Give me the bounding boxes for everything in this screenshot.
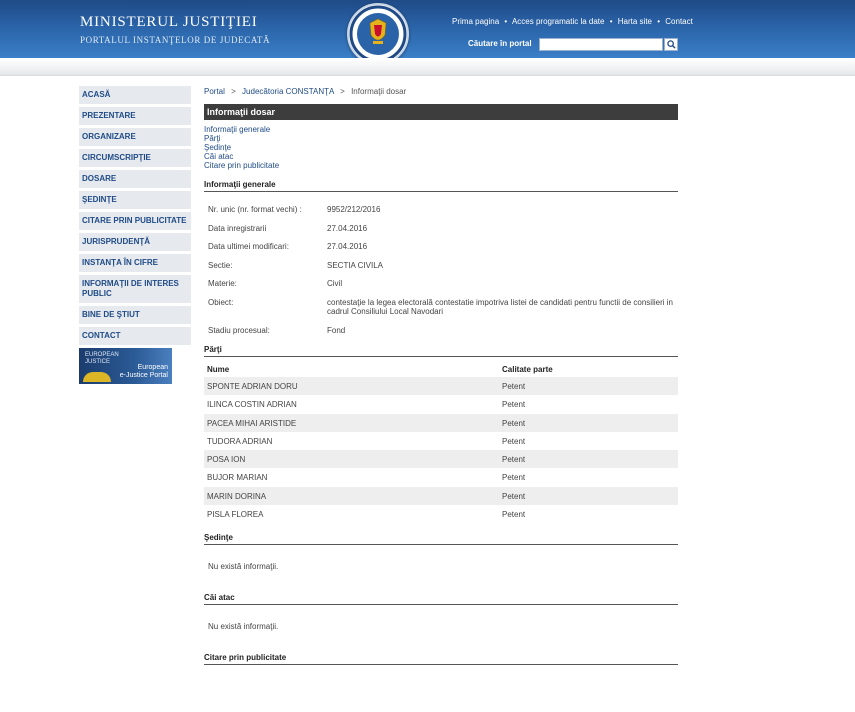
link-home[interactable]: Prima pagina (452, 17, 500, 26)
party-name: BUJOR MARIAN (207, 473, 268, 483)
ejustice-logo: EUROPEAN JUSTICE (85, 352, 119, 365)
breadcrumb-separator: > (340, 87, 345, 96)
info-value: 27.04.2016 (327, 242, 368, 251)
table-row (204, 487, 678, 505)
party-name: SPONTE ADRIAN DORU (207, 382, 298, 391)
appeals-empty-text: Nu există informaţii. (208, 622, 279, 632)
info-row (204, 201, 678, 220)
info-label: Data ultimei modificari: (208, 242, 289, 251)
magnifier-icon (667, 40, 676, 49)
link-api[interactable]: Acces programatic la date (511, 17, 605, 26)
info-row (204, 220, 678, 239)
info-value: Civil (327, 279, 343, 288)
header-subbar (0, 58, 855, 76)
info-label: Nr. unic (nr. format vechi) : (208, 205, 302, 214)
party-role: Petent (502, 510, 526, 520)
party-name: PACEA MIHAI ARISTIDE (207, 418, 297, 428)
sessions-empty-text: Nu există informaţii. (208, 562, 279, 572)
info-label: Materie: (208, 279, 237, 288)
romania-coat-of-arms-icon[interactable] (347, 3, 409, 65)
table-row (204, 450, 678, 468)
section-sessions-heading: Şedinţe (204, 532, 678, 545)
party-role: Petent (502, 436, 526, 446)
column-header-name: Nume (207, 365, 230, 374)
info-label: Data inregistrarii (208, 223, 267, 233)
info-value: 27.04.2016 (327, 223, 368, 233)
site-title[interactable]: MINISTERUL JUSTIŢIEI (80, 14, 258, 30)
link-sitemap[interactable]: Harta site (617, 17, 652, 26)
section-anchors (204, 125, 678, 170)
section-appeals-heading: Căi atac (204, 592, 678, 605)
sidebar-item-home[interactable]: ACASĂ (79, 86, 191, 104)
info-value: contestaţie la legea electorală contestatie impotriva listei de candidati pentru functii de consilieri in cadrul Consiliului Local Navodari (327, 297, 673, 316)
party-role: Petent (502, 400, 526, 410)
sidebar-item-public-info[interactable]: INFORMAŢII DE INTERES PUBLIC (79, 275, 191, 303)
info-row (204, 294, 678, 322)
ejustice-arc-icon (83, 372, 111, 382)
anchor-appeals[interactable]: Căi atac (204, 152, 234, 161)
search-button[interactable] (664, 38, 678, 51)
party-role: Petent (502, 491, 526, 501)
table-row (204, 432, 678, 450)
ejustice-banner[interactable] (79, 348, 172, 384)
section-citation-heading: Citare prin publicitate (204, 652, 678, 665)
party-name: MARIN DORINA (207, 491, 267, 501)
info-label: Stadiu procesual: (208, 325, 270, 335)
link-contact[interactable]: Contact (665, 17, 693, 26)
breadcrumb-court[interactable]: Judecătoria CONSTANŢA (242, 87, 334, 96)
column-header-role: Calitate parte (502, 365, 553, 374)
top-links: Prima pagina • Acces programatic la date • Harta site • Contact (452, 17, 693, 26)
ejustice-text: European e-Justice Portal (119, 364, 168, 379)
search-label: Căutare în portal (468, 39, 532, 48)
page-title: Informaţii dosar (204, 104, 678, 120)
breadcrumb-separator: > (231, 87, 236, 96)
party-name: POSA ION (207, 455, 246, 465)
sidebar-item-presentation[interactable]: PREZENTARE (79, 107, 191, 125)
table-row (204, 505, 678, 523)
breadcrumb (204, 86, 678, 100)
anchor-citation[interactable]: Citare prin publicitate (204, 161, 280, 170)
table-row (204, 377, 678, 395)
sidebar-item-contact[interactable]: CONTACT (79, 327, 191, 345)
site-subtitle: PORTALUL INSTANŢELOR DE JUDECATĂ (80, 35, 271, 45)
search-input[interactable] (539, 38, 663, 51)
breadcrumb-current: Informaţii dosar (351, 87, 407, 96)
breadcrumb-portal[interactable]: Portal (204, 87, 225, 96)
info-row (204, 257, 678, 276)
sidebar-nav (79, 86, 191, 384)
party-name: ILINCA COSTIN ADRIAN (207, 400, 297, 410)
sidebar-item-jurisprudence[interactable]: JURISPRUDENŢĂ (79, 233, 191, 251)
anchor-parties[interactable]: Părţi (204, 134, 221, 143)
party-role: Petent (502, 473, 526, 483)
sidebar-item-court-figures[interactable]: INSTANŢA ÎN CIFRE (79, 254, 191, 272)
info-label: Sectie: (208, 260, 233, 270)
party-role: Petent (502, 455, 526, 465)
sidebar-item-public-citation[interactable]: CITARE PRIN PUBLICITATE (79, 212, 191, 230)
info-value: 9952/212/2016 (327, 205, 381, 214)
main-content (204, 86, 678, 665)
section-general-heading: Informaţii generale (204, 179, 678, 192)
section-parties-heading: Părţi (204, 344, 678, 357)
party-name: TUDORA ADRIAN (207, 436, 273, 446)
table-row (204, 414, 678, 432)
sidebar-item-jurisdiction[interactable]: CIRCUMSCRIPŢIE (79, 149, 191, 167)
table-row (204, 395, 678, 413)
info-value: SECTIA CIVILA (327, 260, 384, 270)
info-row (204, 322, 678, 341)
anchor-sessions[interactable]: Şedinţe (204, 143, 232, 152)
info-row (204, 238, 678, 257)
sidebar-item-good-to-know[interactable]: BINE DE ŞTIUT (79, 306, 191, 324)
sidebar-item-sessions[interactable]: ŞEDINŢE (79, 191, 191, 209)
party-role: Petent (502, 382, 526, 391)
sidebar-item-organization[interactable]: ORGANIZARE (79, 128, 191, 146)
party-name: PISLA FLOREA (207, 510, 264, 520)
sidebar-item-files[interactable]: DOSARE (79, 170, 191, 188)
info-label: Obiect: (208, 297, 234, 307)
info-value: Fond (327, 325, 346, 335)
anchor-general[interactable]: Informaţii generale (204, 125, 271, 134)
info-row (204, 275, 678, 294)
site-header (0, 0, 855, 58)
party-role: Petent (502, 418, 526, 428)
table-row (204, 468, 678, 486)
parties-table-header (204, 360, 678, 377)
